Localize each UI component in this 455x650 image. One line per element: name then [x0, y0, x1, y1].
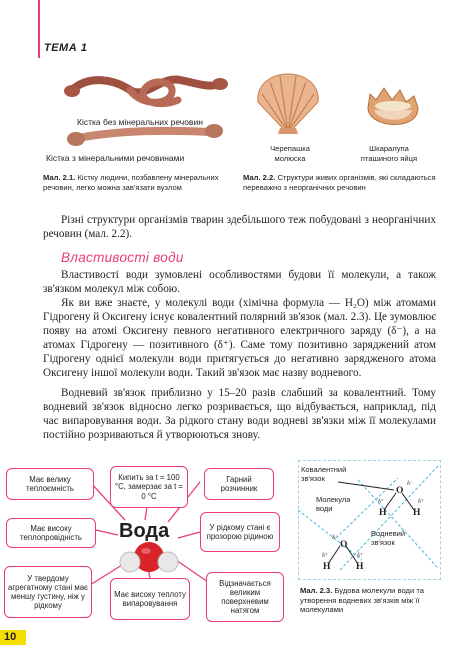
atom-hydrogen-4: H [356, 562, 364, 572]
shell-label: Черепашка молюска [270, 144, 310, 163]
atom-hydrogen-1: H [379, 508, 387, 518]
atom-oxygen-1: O [396, 486, 404, 496]
figure-2-1-number: Мал. 2.1. [43, 173, 76, 182]
property-conductivity: Має високу теплопровідність [6, 518, 96, 548]
page-number: 10 [0, 630, 26, 645]
atom-oxygen-2: O [340, 540, 348, 550]
figure-2-2-caption [243, 173, 438, 192]
section-heading: Властивості води [61, 250, 184, 265]
figure-2-3-text: Будова молекули води та утворення водневих зв'язків між її молекулами [300, 586, 424, 614]
charge-delta-plus-3: δ⁺ [322, 553, 328, 559]
charge-delta-plus-2: δ⁺ [418, 499, 424, 505]
property-solvent: Гарний розчинник [204, 468, 274, 500]
seashell-illustration [252, 72, 324, 138]
figure-2-2-text: Структури живих організмів, які складаються переважно з неорганічних речовин [243, 173, 436, 192]
property-evaporation: Має високу теплоту випаровування [110, 578, 190, 620]
egg-label: Шкаралупа пташиного яйця [360, 144, 418, 163]
property-density: У твердому агрегатному стані має меншу густину, ніж у рідкому [4, 566, 92, 618]
charge-delta-plus-1: δ⁺ [378, 499, 384, 505]
intro-paragraph: Різні структури організмів тварин здебільшого теж побудовані з неорганічних речовин (мал. 2.2). [43, 214, 436, 240]
charge-delta-minus-1: δ⁻ [407, 481, 413, 487]
atom-hydrogen-2: H [413, 508, 421, 518]
property-heat-capacity: Має велику теплоємність [6, 468, 94, 500]
property-surface-tension: Відзначається великим поверхневим натягом [206, 572, 284, 622]
covalent-bond-label: Ковалентний зв'язок [301, 465, 347, 483]
charge-delta-plus-4: δ⁺ [357, 553, 363, 559]
figure-2-2-number: Мал. 2.2. [243, 173, 276, 182]
bones-illustration [60, 66, 230, 166]
section-label: ТЕМА 1 [44, 42, 88, 54]
figure-2-3-caption [300, 586, 440, 615]
atom-hydrogen-3: H [323, 562, 331, 572]
property-transparent: У рідкому стані є прозорою рідиною [200, 512, 280, 552]
water-molecule-model [118, 540, 180, 574]
bone-label-top: Кістка без мінеральних речовин [73, 117, 207, 127]
header-accent-rule [38, 0, 40, 58]
figure-2-1-caption [43, 173, 228, 192]
eggshell-illustration [360, 70, 426, 140]
water-molecule-label: Молекула води [316, 495, 351, 513]
diagram-center-label: Вода [119, 520, 170, 542]
figure-2-1-text: Кістку людини, позбавлену мінеральних речовин, легко можна зав'язати вузлом [43, 173, 219, 192]
paragraph-2: Як ви вже знаєте, у молекулі води (хімічна формула — H₂O) між атомами Гідрогену й Оксигену існує ковалентний полярний зв'язок (мал. 2.3). Це зумовлює появу на атомі Оксигену певного негативного електричного заряду (δ⁻), а на атомах Гідрогену — позитивного (δ⁺). Саме тому позитивно заряджений атом Гідрогену однієї молекули води притягується до негативно зарядженого атома Оксигену іншої молекули води. Такий зв'язок має назву водневого. [43, 297, 436, 379]
paragraph-3: Водневий зв'язок приблизно у 15–20 разів слабший за ковалентний. Тому водневий зв'язок відносно легко розривається, що відбувається, наприклад, під час випаровування води. За рідкого стану води водневі зв'язки між її молекулами постійно розриваються й утворюються знову. [43, 387, 436, 441]
figure-2-3-number: Мал. 2.3. [300, 586, 333, 595]
paragraph-1: Властивості води зумовлені особливостями будови її молекули, а також зв'язком молекул між собою. [43, 269, 436, 295]
hydrogen-bond-label: Водневий зв'язок [371, 529, 406, 547]
property-boiling-point: Кипить за t = 100 °С, замерзає за t = 0 °С [110, 466, 188, 508]
bone-label-bottom: Кістка з мінеральними речовинами [42, 153, 188, 163]
charge-delta-minus-2: δ⁻ [332, 535, 338, 541]
